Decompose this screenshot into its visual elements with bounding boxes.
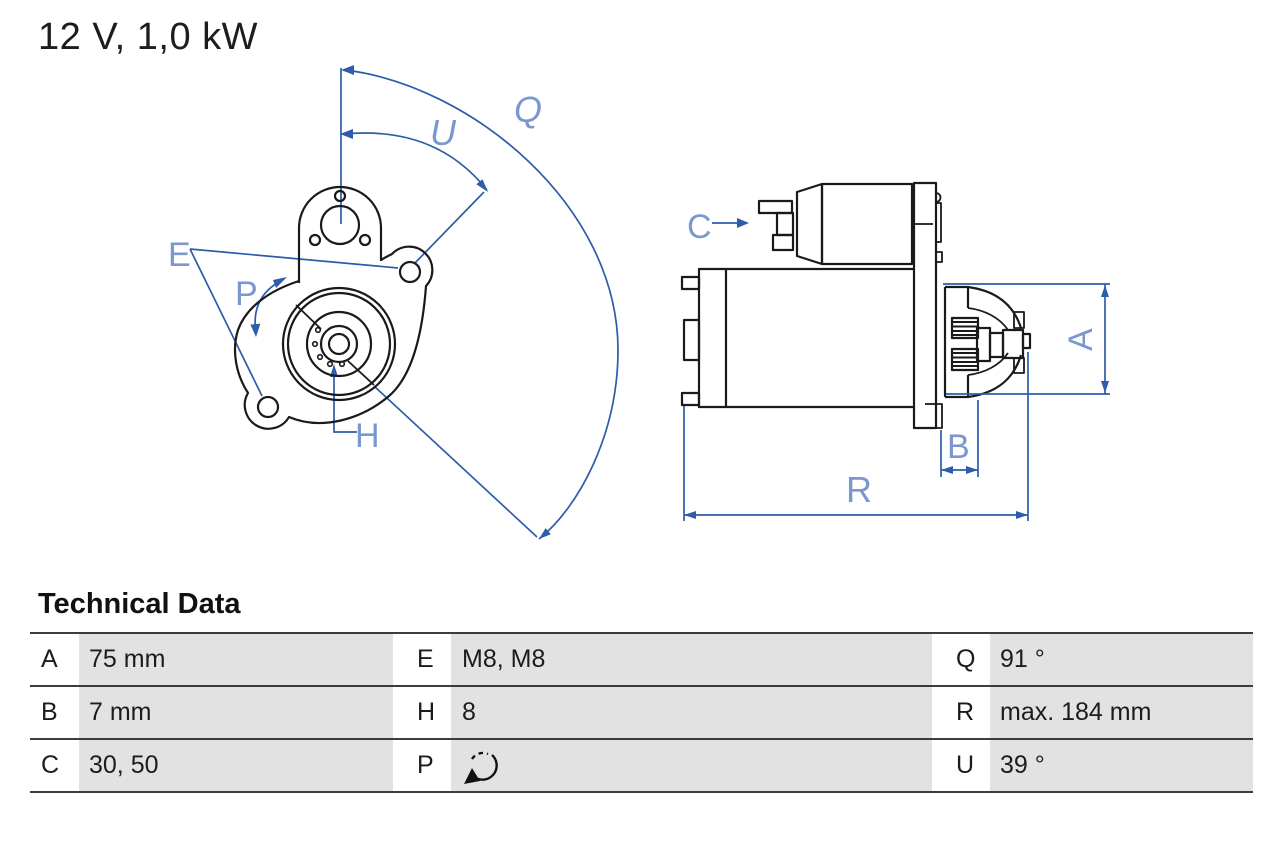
param-value: 8 xyxy=(451,687,932,738)
flange-hole-lower xyxy=(258,397,278,417)
param-value xyxy=(451,740,932,791)
label-c: C xyxy=(687,208,712,246)
label-q: Q xyxy=(514,89,543,130)
side-view-dimensions xyxy=(684,223,1110,521)
param-value: 7 mm xyxy=(79,687,393,738)
param-value: 30, 50 xyxy=(79,740,393,791)
param-key: A xyxy=(30,634,79,685)
param-value: 91 ° xyxy=(990,634,1253,685)
page-title: 12 V, 1,0 kW xyxy=(38,16,259,58)
solenoid-body xyxy=(822,184,912,264)
label-b: B xyxy=(947,428,970,466)
param-value: M8, M8 xyxy=(451,634,932,685)
param-key: E xyxy=(393,634,451,685)
table-row xyxy=(30,685,1253,738)
motor-end-cap xyxy=(699,269,726,407)
label-u: U xyxy=(430,112,456,153)
label-a: A xyxy=(1062,328,1100,351)
housing-step-top xyxy=(945,287,968,308)
param-key: C xyxy=(30,740,79,791)
flange-hole-upper xyxy=(400,262,420,282)
param-key: B xyxy=(30,687,79,738)
label-e: E xyxy=(168,236,191,274)
param-value: 75 mm xyxy=(79,634,393,685)
param-value: max. 184 mm xyxy=(990,687,1253,738)
param-key: P xyxy=(393,740,451,791)
bracket-bore xyxy=(321,206,359,244)
shaft-bore xyxy=(329,334,349,354)
table-row xyxy=(30,738,1253,793)
param-value: 39 ° xyxy=(990,740,1253,791)
param-key: U xyxy=(932,740,990,791)
technical-data-heading: Technical Data xyxy=(38,588,241,620)
param-key: H xyxy=(393,687,451,738)
label-r: R xyxy=(846,469,872,510)
param-key: R xyxy=(932,687,990,738)
table-row xyxy=(30,632,1253,685)
param-key: Q xyxy=(932,634,990,685)
label-h: H xyxy=(355,417,380,455)
technical-data-table xyxy=(30,632,1253,793)
side-view-part xyxy=(682,183,1030,428)
dimension-labels xyxy=(168,89,1100,510)
flange-plate xyxy=(914,183,936,428)
counterclockwise-rotation-icon xyxy=(463,743,509,789)
shaft-end-cap xyxy=(1003,330,1023,358)
label-p: P xyxy=(235,275,258,313)
